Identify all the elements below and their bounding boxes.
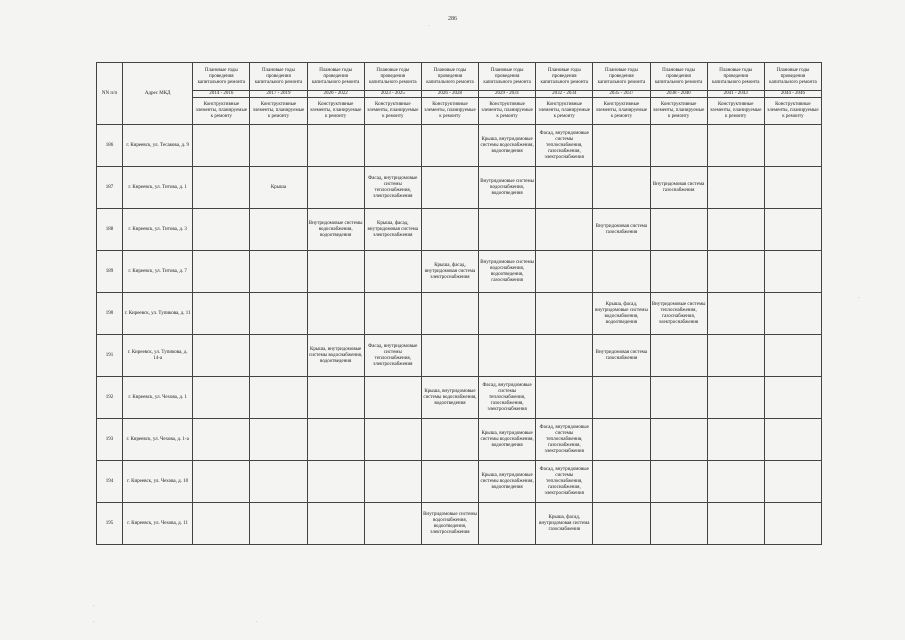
repair-elements-cell bbox=[764, 419, 821, 461]
header-period-title: Плановые годы проведения капитального ремонта bbox=[764, 63, 821, 91]
repair-elements-cell bbox=[364, 293, 421, 335]
header-period-title: Плановые годы проведения капитального ремонта bbox=[650, 63, 707, 91]
header-period-title: Плановые годы проведения капитального ремонта bbox=[421, 63, 478, 91]
row-address: г. Киреевск, ул. Тупикова, д. 11 bbox=[123, 293, 193, 335]
header-period-years: 2038 - 2040 bbox=[650, 91, 707, 98]
repair-elements-cell bbox=[193, 461, 250, 503]
repair-elements-cell: Фасад, внутридомовые системы теплоснабжения, газоснабжения, электроснабжения bbox=[536, 419, 593, 461]
repair-elements-cell bbox=[650, 503, 707, 545]
repair-elements-cell bbox=[593, 125, 650, 167]
table-row bbox=[97, 167, 822, 209]
repair-elements-cell bbox=[250, 293, 307, 335]
table-row bbox=[97, 209, 822, 251]
header-period-years: 2017 - 2019 bbox=[250, 91, 307, 98]
repair-elements-cell bbox=[193, 125, 250, 167]
row-number: 191 bbox=[97, 335, 123, 377]
repair-elements-cell bbox=[764, 251, 821, 293]
repair-elements-cell bbox=[193, 377, 250, 419]
repair-elements-cell bbox=[307, 419, 364, 461]
repair-elements-cell bbox=[593, 377, 650, 419]
row-address: г. Киреевск, ул. Чехова, д. 1 bbox=[123, 377, 193, 419]
repair-elements-cell bbox=[193, 251, 250, 293]
repair-elements-cell bbox=[650, 335, 707, 377]
header-elements-label: Конструктивные элементы, планируемые к ремонту bbox=[421, 98, 478, 125]
repair-elements-cell: Крыша, внутридомовые системы водоснабжения, водоотведения bbox=[479, 419, 536, 461]
repair-elements-cell bbox=[650, 419, 707, 461]
table-row bbox=[97, 419, 822, 461]
table-row bbox=[97, 503, 822, 545]
header-elements-label: Конструктивные элементы, планируемые к ремонту bbox=[250, 98, 307, 125]
repair-elements-cell: Фасад, внутридомовые системы теплоснабжения, электроснабжения bbox=[364, 167, 421, 209]
repair-elements-cell bbox=[307, 125, 364, 167]
repair-elements-cell bbox=[421, 461, 478, 503]
header-elements-label: Конструктивные элементы, планируемые к ремонту bbox=[193, 98, 250, 125]
repair-elements-cell: Крыша, внутридомовые системы водоснабжения, водоотведения bbox=[421, 377, 478, 419]
row-address: г. Киреевск, ул. Чехова, д. 10 bbox=[123, 461, 193, 503]
repair-elements-cell bbox=[764, 293, 821, 335]
row-number: 188 bbox=[97, 209, 123, 251]
header-period-years: 2023 - 2025 bbox=[364, 91, 421, 98]
repair-elements-cell bbox=[250, 419, 307, 461]
table-row bbox=[97, 293, 822, 335]
header-elements-label: Конструктивные элементы, планируемые к ремонту bbox=[764, 98, 821, 125]
header-elements-label: Конструктивные элементы, планируемые к ремонту bbox=[479, 98, 536, 125]
repair-elements-cell bbox=[707, 335, 764, 377]
repair-elements-cell bbox=[650, 251, 707, 293]
header-period-title: Плановые годы проведения капитального ремонта bbox=[193, 63, 250, 91]
repair-elements-cell bbox=[250, 125, 307, 167]
repair-elements-cell bbox=[536, 209, 593, 251]
repair-elements-cell: Крыша, фасад, внутридомовая система электроснабжения bbox=[421, 251, 478, 293]
repair-elements-cell: Крыша, фасад, внутридомовая система газоснабжения bbox=[536, 503, 593, 545]
repair-elements-cell bbox=[764, 209, 821, 251]
row-address: г. Киреевск, ул. Титова, д. 3 bbox=[123, 209, 193, 251]
repair-elements-cell bbox=[421, 209, 478, 251]
repair-elements-cell bbox=[650, 125, 707, 167]
header-period-years: 2014 - 2016 bbox=[193, 91, 250, 98]
repair-elements-cell bbox=[536, 167, 593, 209]
repair-elements-cell bbox=[707, 251, 764, 293]
repair-elements-cell bbox=[536, 251, 593, 293]
repair-elements-cell bbox=[536, 377, 593, 419]
capital-repair-plan-table bbox=[96, 62, 822, 545]
repair-elements-cell bbox=[307, 251, 364, 293]
repair-elements-cell bbox=[479, 293, 536, 335]
header-period-title: Плановые годы проведения капитального ремонта bbox=[250, 63, 307, 91]
repair-elements-cell: Крыша, внутридомовые системы водоснабжения, водоотведения bbox=[479, 461, 536, 503]
repair-elements-cell bbox=[193, 167, 250, 209]
repair-elements-cell bbox=[307, 377, 364, 419]
repair-elements-cell: Внутридомовые системы теплоснабжения, газоснабжения, электроснабжения bbox=[650, 293, 707, 335]
repair-elements-cell bbox=[250, 335, 307, 377]
header-period-years: 2029 - 2031 bbox=[479, 91, 536, 98]
repair-elements-cell bbox=[764, 461, 821, 503]
scan-speck: · bbox=[428, 24, 430, 29]
repair-elements-cell bbox=[364, 461, 421, 503]
repair-elements-cell: Внутридомовые системы водоснабжения, водоотведения, газоснабжения bbox=[479, 251, 536, 293]
table-row bbox=[97, 377, 822, 419]
row-number: 194 bbox=[97, 461, 123, 503]
repair-elements-cell: Фасад, внутридомовые системы теплоснабжения, газоснабжения, электроснабжения bbox=[479, 377, 536, 419]
header-period-title: Плановые годы проведения капитального ремонта bbox=[479, 63, 536, 91]
repair-elements-cell bbox=[193, 209, 250, 251]
header-elements-label: Конструктивные элементы, планируемые к ремонту bbox=[307, 98, 364, 125]
repair-elements-cell: Фасад, внутридомовые системы теплоснабжения, газоснабжения, электроснабжения bbox=[536, 125, 593, 167]
row-address: г. Киреевск, ул. Титова, д. 1 bbox=[123, 167, 193, 209]
repair-elements-cell bbox=[307, 503, 364, 545]
header-elements-label: Конструктивные элементы, планируемые к ремонту bbox=[536, 98, 593, 125]
repair-elements-cell bbox=[193, 419, 250, 461]
header-period-title: Плановые годы проведения капитального ремонта bbox=[707, 63, 764, 91]
repair-elements-cell bbox=[250, 209, 307, 251]
row-address: г. Киреевск, ул. Титова, д. 7 bbox=[123, 251, 193, 293]
header-period-years: 2020 - 2022 bbox=[307, 91, 364, 98]
header-period-years: 2044 - 2046 bbox=[764, 91, 821, 98]
repair-elements-cell: Крыша, фасад, внутридомовые системы водоснабжения, водоотведения bbox=[593, 293, 650, 335]
repair-elements-cell bbox=[421, 167, 478, 209]
page-number: 286 bbox=[448, 16, 457, 22]
header-period-years: 2035 - 2037 bbox=[593, 91, 650, 98]
repair-elements-cell: Внутридомовая система газоснабжения bbox=[650, 167, 707, 209]
header-period-years: 2041 - 2043 bbox=[707, 91, 764, 98]
repair-elements-cell: Крыша, внутридомовые системы водоснабжения, водоотведения bbox=[479, 125, 536, 167]
header-address: Адрес МКД bbox=[123, 63, 193, 125]
repair-elements-cell bbox=[364, 503, 421, 545]
header-elements-label: Конструктивные элементы, планируемые к ремонту bbox=[650, 98, 707, 125]
repair-elements-cell bbox=[707, 209, 764, 251]
row-number: 192 bbox=[97, 377, 123, 419]
repair-elements-cell bbox=[364, 419, 421, 461]
scan-speck: · bbox=[858, 296, 860, 301]
repair-elements-cell: Внутридомовые системы водоснабжения, водоотведения bbox=[307, 209, 364, 251]
repair-elements-cell bbox=[536, 335, 593, 377]
table-row bbox=[97, 335, 822, 377]
table-row bbox=[97, 251, 822, 293]
repair-elements-cell: Внутридомовые системы водоснабжения, водоотведения, электроснабжения bbox=[421, 503, 478, 545]
repair-elements-cell bbox=[764, 503, 821, 545]
table-row bbox=[97, 125, 822, 167]
repair-elements-cell bbox=[764, 335, 821, 377]
repair-elements-cell: Крыша bbox=[250, 167, 307, 209]
table-row bbox=[97, 461, 822, 503]
repair-elements-cell bbox=[764, 377, 821, 419]
header-elements-label: Конструктивные элементы, планируемые к ремонту bbox=[707, 98, 764, 125]
repair-elements-cell bbox=[707, 167, 764, 209]
repair-elements-cell bbox=[764, 167, 821, 209]
repair-elements-cell bbox=[707, 419, 764, 461]
repair-elements-cell bbox=[364, 251, 421, 293]
repair-elements-cell bbox=[593, 503, 650, 545]
header-num: NN п/п bbox=[97, 63, 123, 125]
row-address: г. Киреевск, ул. Чехова, д. 1-а bbox=[123, 419, 193, 461]
repair-elements-cell bbox=[193, 293, 250, 335]
repair-elements-cell bbox=[650, 377, 707, 419]
row-number: 195 bbox=[97, 503, 123, 545]
header-period-title: Плановые годы проведения капитального ремонта bbox=[593, 63, 650, 91]
repair-elements-cell bbox=[593, 251, 650, 293]
repair-elements-cell bbox=[193, 503, 250, 545]
repair-elements-cell: Внутридомовая система газоснабжения bbox=[593, 209, 650, 251]
repair-elements-cell bbox=[421, 419, 478, 461]
repair-elements-cell bbox=[250, 461, 307, 503]
repair-elements-cell bbox=[707, 125, 764, 167]
row-number: 190 bbox=[97, 293, 123, 335]
repair-elements-cell bbox=[593, 167, 650, 209]
row-number: 187 bbox=[97, 167, 123, 209]
row-number: 193 bbox=[97, 419, 123, 461]
repair-elements-cell bbox=[307, 461, 364, 503]
repair-elements-cell bbox=[593, 461, 650, 503]
repair-elements-cell bbox=[593, 419, 650, 461]
repair-elements-cell: Крыша, фасад, внутридомовая система электроснабжения bbox=[364, 209, 421, 251]
repair-elements-cell bbox=[250, 503, 307, 545]
repair-elements-cell bbox=[421, 125, 478, 167]
repair-elements-cell bbox=[707, 293, 764, 335]
repair-elements-cell bbox=[364, 377, 421, 419]
repair-elements-cell bbox=[421, 335, 478, 377]
header-elements-label: Конструктивные элементы, планируемые к ремонту bbox=[593, 98, 650, 125]
repair-elements-cell bbox=[650, 209, 707, 251]
repair-elements-cell bbox=[479, 335, 536, 377]
header-period-years: 2026 - 2028 bbox=[421, 91, 478, 98]
repair-elements-cell: Фасад, внутридомовые системы теплоснабжения, электроснабжения bbox=[364, 335, 421, 377]
repair-elements-cell bbox=[764, 125, 821, 167]
header-period-years: 2032 - 2034 bbox=[536, 91, 593, 98]
repair-elements-cell bbox=[479, 209, 536, 251]
repair-elements-cell bbox=[536, 293, 593, 335]
repair-elements-cell bbox=[650, 461, 707, 503]
header-period-title: Плановые годы проведения капитального ремонта bbox=[364, 63, 421, 91]
repair-elements-cell: Внутридомовая система газоснабжения bbox=[593, 335, 650, 377]
header-period-title: Плановые годы проведения капитального ремонта bbox=[536, 63, 593, 91]
repair-elements-cell bbox=[707, 503, 764, 545]
scan-speck: · bbox=[93, 620, 95, 625]
repair-elements-cell: Фасад, внутридомовые системы теплоснабжения, газоснабжения, электроснабжения bbox=[536, 461, 593, 503]
repair-elements-cell bbox=[307, 167, 364, 209]
repair-elements-cell bbox=[479, 503, 536, 545]
row-number: 186 bbox=[97, 125, 123, 167]
row-address: г. Киреевск, ул. Тупикова, д. 14-а bbox=[123, 335, 193, 377]
repair-elements-cell bbox=[707, 461, 764, 503]
repair-elements-cell bbox=[250, 377, 307, 419]
row-address: г. Киреевск, ул. Тесакова, д. 9 bbox=[123, 125, 193, 167]
repair-elements-cell bbox=[421, 293, 478, 335]
repair-elements-cell bbox=[193, 335, 250, 377]
header-period-title: Плановые годы проведения капитального ремонта bbox=[307, 63, 364, 91]
repair-elements-cell bbox=[307, 293, 364, 335]
repair-elements-cell: Внутридомовые системы водоснабжения, водоотведения bbox=[479, 167, 536, 209]
header-elements-label: Конструктивные элементы, планируемые к ремонту bbox=[364, 98, 421, 125]
repair-elements-cell bbox=[250, 251, 307, 293]
row-address: г. Киреевск, ул. Чехова, д. 11 bbox=[123, 503, 193, 545]
scan-speck: · bbox=[256, 620, 258, 625]
repair-elements-cell: Крыша, внутридомовые системы водоснабжения, водоотведения bbox=[307, 335, 364, 377]
repair-elements-cell bbox=[707, 377, 764, 419]
row-number: 189 bbox=[97, 251, 123, 293]
repair-elements-cell bbox=[364, 125, 421, 167]
scan-speck: · bbox=[93, 604, 95, 609]
